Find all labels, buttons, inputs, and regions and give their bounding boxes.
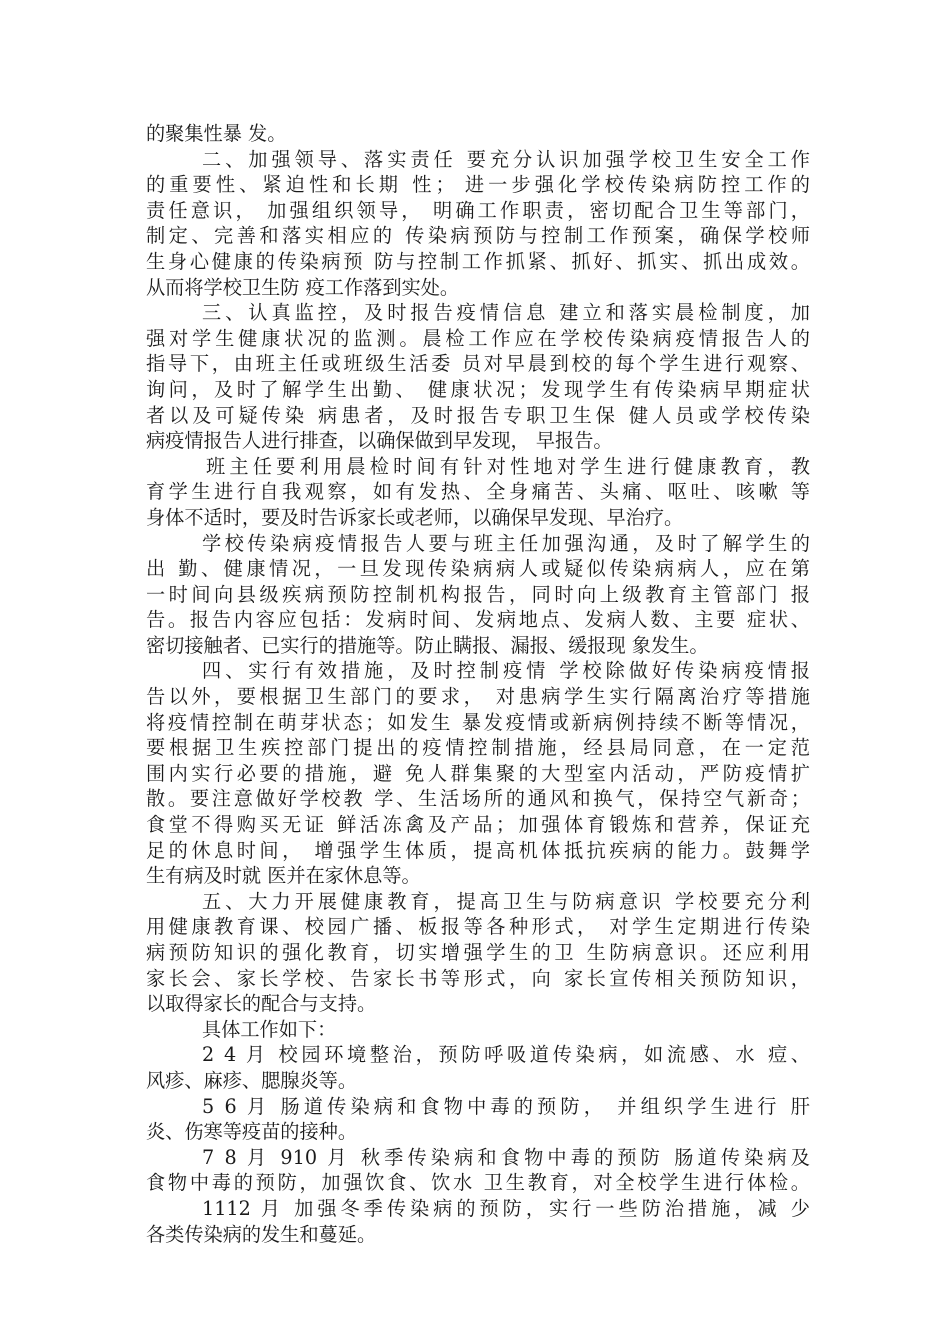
text-line: 7 8 月 910 月 秋季传染病和食物中毒的预防 肠道传染病及: [202, 1145, 810, 1169]
text-line: 告以外，要根据卫生部门的要求， 对患病学生实行隔离治疗等措施: [146, 685, 810, 709]
text-line: 生身心健康的传染病预 防与控制工作抓紧、抓好、抓实、抓出成效。: [146, 249, 810, 273]
text-line: 指导下，由班主任或班级生活委 员对早晨到校的每个学生进行观察、: [146, 352, 810, 376]
text-line: 询问，及时了解学生出勤、 健康状况；发现学生有传染病早期症状: [146, 377, 810, 401]
text-line: 生有病及时就 医并在家休息等。: [146, 864, 421, 888]
text-line: 强对学生健康状况的监测。晨检工作应在学校传染病疫情报告人的: [146, 326, 810, 350]
text-line: 者以及可疑传染 病患者，及时报告专职卫生保 健人员或学校传染: [146, 403, 810, 427]
text-line: 围内实行必要的措施，避 免人群集聚的大型室内活动，严防疫情扩: [146, 761, 810, 785]
text-line: 各类传染病的发生和蔓延。: [146, 1222, 377, 1246]
text-line: 五、大力开展健康教育，提高卫生与防病意识 学校要充分利: [202, 889, 810, 913]
text-line: 四、实行有效措施，及时控制疫情 学校除做好传染病疫情报: [202, 659, 810, 683]
text-line: 的聚集性暴 发。: [146, 122, 287, 145]
text-line: 散。要注意做好学校教 学、生活场所的通风和换气，保持空气新奇；: [146, 787, 810, 811]
text-line: 炎、伤寒等疫苗的接种。: [146, 1120, 358, 1144]
text-line: 食物中毒的预防，加强饮食、饮水 卫生教育，对全校学生进行体检。: [146, 1171, 810, 1195]
text-line: 风疹、麻疹、腮腺炎等。: [146, 1068, 358, 1092]
text-line: 要根据卫生疾控部门提出的疫情控制措施，经县局同意，在一定范: [146, 736, 810, 760]
text-line: 具体工作如下：: [202, 1017, 337, 1041]
text-line: 将疫情控制在萌芽状态；如发生 暴发疫情或新病例持续不断等情况，: [146, 710, 810, 734]
text-line: 病疫情报告人进行排查，以确保做到早发现， 早报告。: [146, 429, 613, 453]
text-line: 制定、完善和落实相应的 传染病预防与控制工作预案，确保学校师: [146, 224, 810, 248]
text-line: 以取得家长的配合与支持。: [146, 992, 377, 1016]
text-line: 用健康教育课、校园广播、板报等各种形式， 对学生定期进行传染: [146, 915, 810, 939]
text-line: 出 勤、健康情况，一旦发现传染病病人或疑似传染病病人，应在第: [146, 557, 810, 581]
text-line: 班主任要利用晨检时间有针对性地对学生进行健康教育，教: [206, 454, 810, 478]
text-line: 身体不适时，要及时告诉家长或老师，以确保早发现、早治疗。: [146, 505, 684, 529]
text-line: 责任意识， 加强组织领导， 明确工作职责，密切配合卫生等部门，: [146, 198, 810, 222]
text-line: 密切接触者、已实行的措施等。防止瞒报、漏报、缓报现 象发生。: [146, 633, 709, 657]
text-line: 二、加强领导、落实责任 要充分认识加强学校卫生安全工作: [202, 147, 810, 171]
text-line: 从而将学校卫生防 疫工作落到实处。: [146, 275, 460, 299]
text-line: 告。报告内容应包括：发病时间、发病地点、发病人数、主要 症状、: [146, 608, 810, 632]
text-line: 育学生进行自我观察，如有发热、全身痛苦、头痛、呕吐、咳嗽 等: [146, 480, 810, 504]
text-line: 足的休息时间， 增强学生体质，提高机体抵抗疾病的能力。鼓舞学: [146, 838, 810, 862]
text-line: 病预防知识的强化教育，切实增强学生的卫 生防病意识。还应利用: [146, 941, 810, 964]
text-line: 1112 月 加强冬季传染病的预防，实行一些防治措施，减 少: [202, 1196, 810, 1220]
text-line: 食堂不得购买无证 鲜活冻禽及产品；加强体育锻炼和营养，保证充: [146, 813, 810, 837]
text-line: 学校传染病疫情报告人要与班主任加强沟通，及时了解学生的: [202, 531, 810, 555]
document-body: [146, 121, 810, 1247]
text-line: 的重要性、紧迫性和长期 性； 进一步强化学校传染病防控工作的: [146, 173, 810, 197]
text-line: 2 4 月 校园环境整治，预防呼吸道传染病，如流感、水 痘、: [202, 1043, 810, 1067]
text-line: 三、认真监控，及时报告疫情信息 建立和落实晨检制度，加: [202, 301, 810, 325]
text-line: 5 6 月 肠道传染病和食物中毒的预防， 并组织学生进行 肝: [202, 1094, 810, 1118]
text-line: 一时间向县级疾病预防控制机构报告，同时向上级教育主管部门 报: [146, 582, 810, 606]
text-line: 家长会、家长学校、告家长书等形式，向 家长宣传相关预防知识，: [146, 966, 810, 990]
